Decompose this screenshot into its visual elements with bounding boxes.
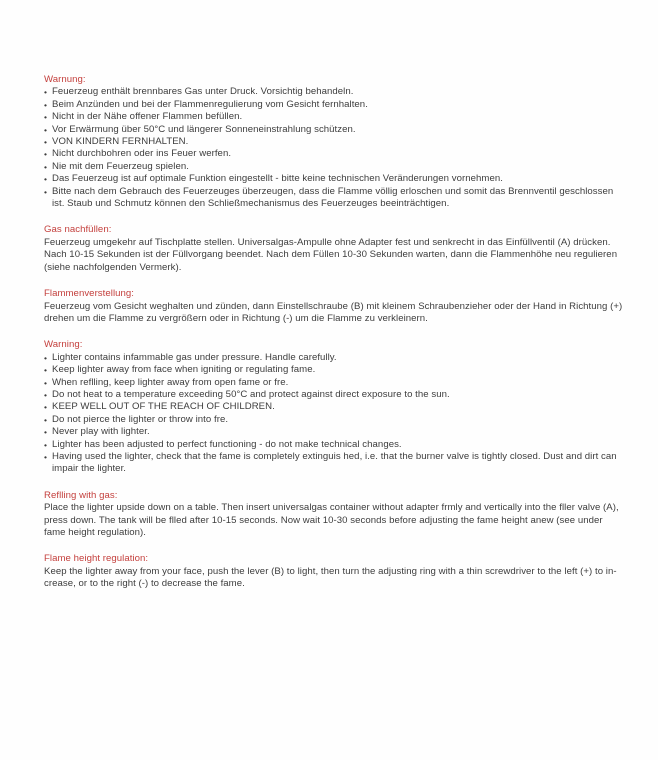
- section-heading: Flammenverstellung:: [44, 288, 134, 300]
- bullet-item: • VON KINDERN FERNHALTEN.: [44, 136, 624, 148]
- bullet-item: • Lighter has been adjusted to perfect functioning - do not make technical changes.: [44, 439, 624, 451]
- bullet-item: • Lighter contains infammable gas under pressure. Handle carefully.: [44, 352, 624, 364]
- section-heading: Warning:: [44, 339, 83, 351]
- bullet-item: • Beim Anzünden und bei der Flammenregulierung vom Gesicht fernhalten.: [44, 99, 624, 111]
- section-flame-height-en: [44, 553, 624, 590]
- section-warning-en: [44, 339, 624, 475]
- section-paragraph: Feuerzeug vom Gesicht weghalten und zünden, dann Einstellschraube (B) mit kleinem Schraubenzieher oder der Hand in Richtung (+) drehen um die Flamme zu vergrößern oder in Richtung (-) um die Flamme zu verkleinern.: [44, 300, 623, 324]
- section-paragraph: Keep the lighter away from your face, push the lever (B) to light, then turn the adjusting ring with a thin screwdriver to the left (+) to in-crease, or to the right (-) to decrease the fame.: [44, 565, 617, 590]
- bullet-item: • When reflling, keep lighter away from open fame or fre.: [44, 377, 624, 389]
- bullet-item: • Das Feuerzeug ist auf optimale Funktion eingestellt - bitte keine technischen Veränderungen vornehmen.: [44, 173, 624, 185]
- section-heading: Gas nachfüllen:: [44, 224, 112, 236]
- bullet-item: • Having used the lighter, check that the fame is completely extinguis hed, i.e. that the burner valve is tightly closed. Dust and dirt can impair the lighter.: [44, 451, 624, 476]
- bullet-item: • Do not pierce the lighter or throw into fre.: [44, 414, 624, 426]
- section-heading: Flame height regulation:: [44, 553, 149, 565]
- section-heading: Warnung:: [44, 74, 86, 85]
- bullet-item: • Do not heat to a temperature exceeding 50°C and protect against direct exposure to the sun.: [44, 389, 624, 401]
- section-refilling-en: [44, 490, 624, 540]
- section-heading: Reflling with gas:: [44, 489, 118, 501]
- section-warnung-de: [44, 74, 624, 210]
- bullet-list: [44, 86, 624, 210]
- bullet-item: • Never play with lighter.: [44, 426, 624, 438]
- section-paragraph: Feuerzeug umgekehr auf Tischplatte stellen. Universalgas-Ampulle ohne Adapter fest und senkrecht in das Einfüllventil (A) drücken. Nach 10-15 Sekunden ist der Füllvorgang beendet. Nach dem Füllen 10-30 Sekunden warten, dann die Flammenhöhe neu regulieren (siehe nachfolgenden Vermerk).: [44, 236, 618, 273]
- bullet-item: • Keep lighter away from face when igniting or regulating fame.: [44, 364, 624, 376]
- bullet-item: • Feuerzeug enthält brennbares Gas unter Druck. Vorsichtig behandeln.: [44, 86, 624, 98]
- bullet-item: • Bitte nach dem Gebrauch des Feuerzeuges überzeugen, dass die Flamme völlig erloschen und somit das Brennventil geschlossen ist. Staub und Schmutz können den Schließmechanismus des Feuerzeuges beeinträchtigen.: [44, 186, 624, 211]
- bullet-item: • KEEP WELL OUT OF THE REACH OF CHILDREN.: [44, 401, 624, 413]
- bullet-item: • Vor Erwärmung über 50°C und längerer Sonneneinstrahlung schützen.: [44, 124, 624, 136]
- section-paragraph: Place the lighter upside down on a table. Then insert universalgas container without adapter frmly and vertically into the fller valve (A), press down. The tank will be flled after 10-15 seconds. Now wait 10-30 seconds before adjusting the fame height anew (see under fame height regulation).: [44, 502, 619, 538]
- bullet-item: • Nicht durchbohren oder ins Feuer werfen.: [44, 148, 624, 160]
- bullet-list: [44, 352, 624, 476]
- instruction-sheet: [44, 74, 624, 605]
- bullet-item: • Nie mit dem Feuerzeug spielen.: [44, 161, 624, 173]
- section-flammenverstellung-de: [44, 288, 624, 325]
- bullet-item: • Nicht in der Nähe offener Flammen befüllen.: [44, 111, 624, 123]
- section-gas-nachfuellen-de: [44, 224, 624, 274]
